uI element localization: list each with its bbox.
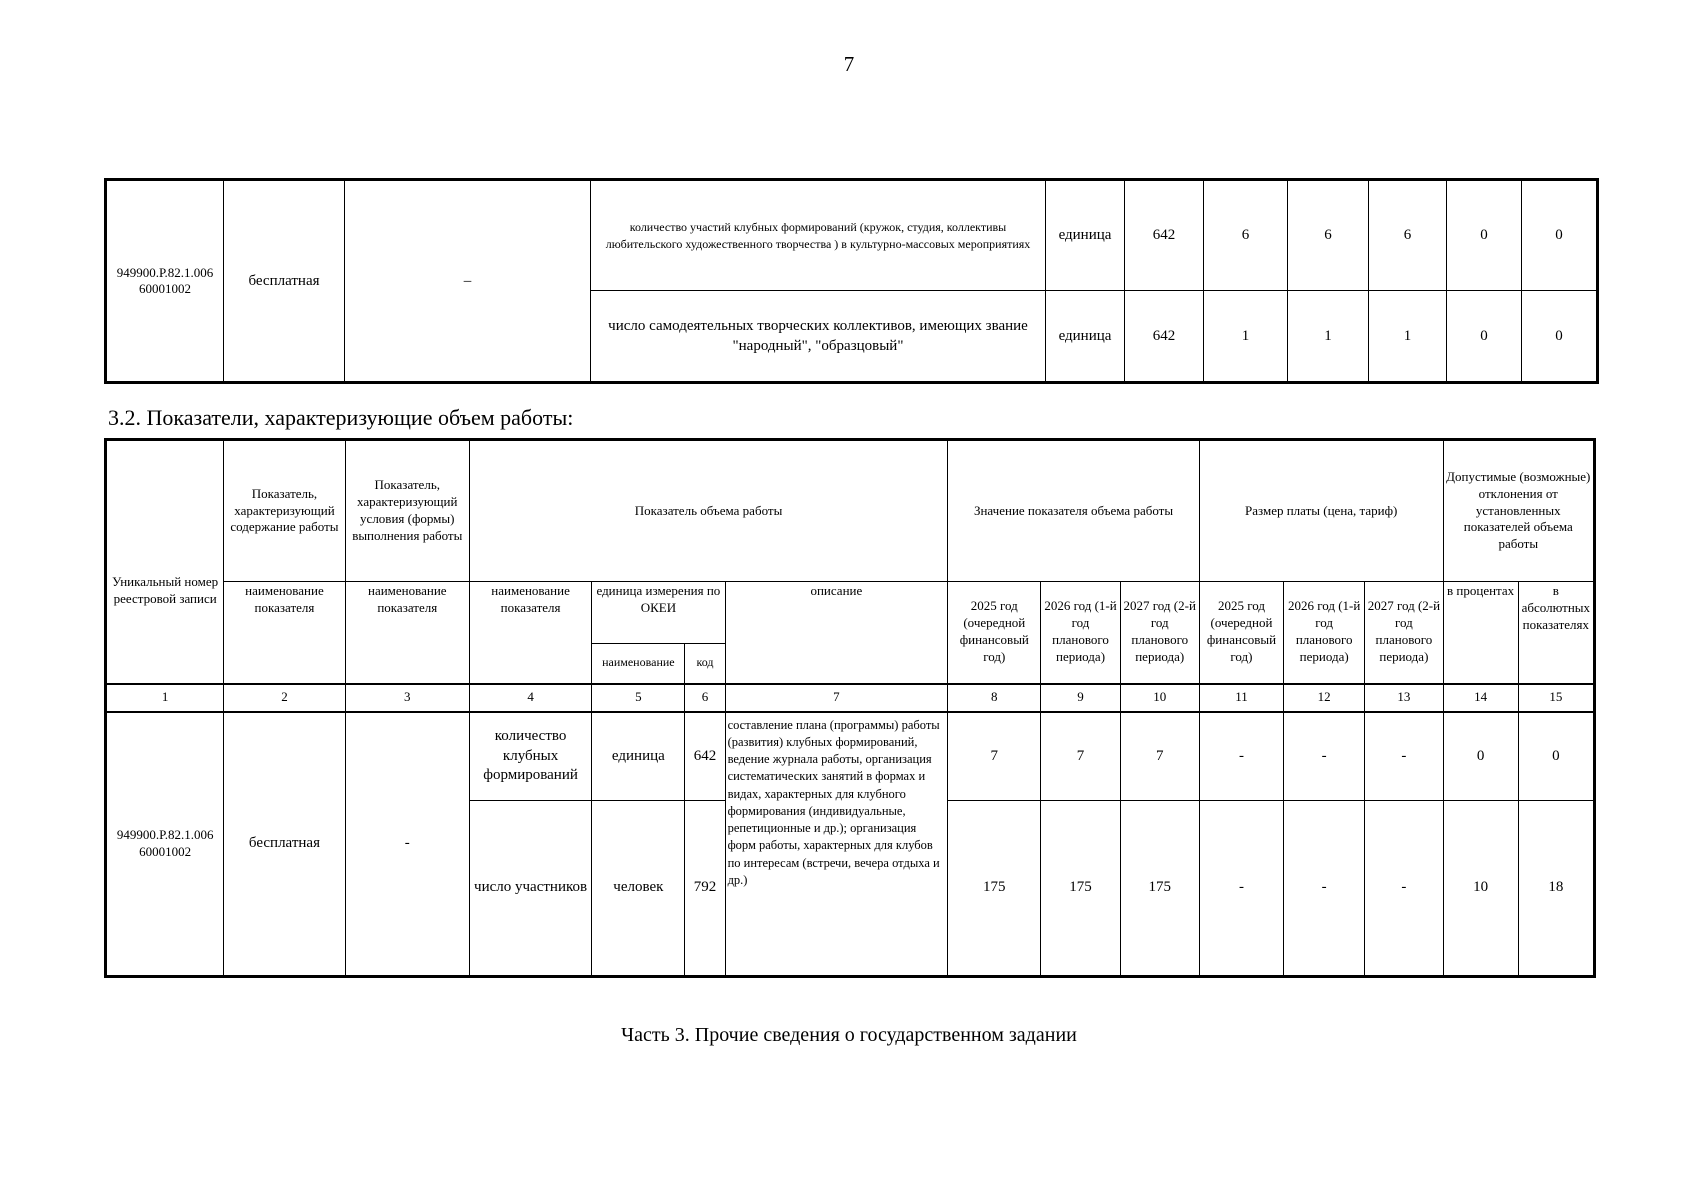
fee-2026-cell: -: [1284, 801, 1365, 977]
absolute-cell: 0: [1518, 712, 1594, 801]
record-id-cell: 949900.Р.82.1.006 60001002: [106, 712, 224, 977]
column-index: 4: [469, 684, 591, 712]
column-index: 6: [685, 684, 725, 712]
value-2027-cell: 175: [1120, 801, 1199, 977]
code-cell: 642: [1125, 180, 1204, 291]
value-2026-cell: 1: [1288, 291, 1369, 383]
header-volume-indicator: Показатель объема работы: [469, 440, 947, 582]
header-deviations: Допустимые (возможные) отклонения от установленных показателей объема работы: [1443, 440, 1594, 582]
column-index: 5: [592, 684, 685, 712]
value-2026-cell: 6: [1288, 180, 1369, 291]
part-3-heading: Часть 3. Прочие сведения о государственном задании: [621, 1024, 1077, 1046]
value-2025-cell: 6: [1204, 180, 1288, 291]
absolute-cell: 0: [1522, 180, 1598, 291]
header-volume-value: Значение показателя объема работы: [948, 440, 1200, 582]
unit-cell: человек: [592, 801, 685, 977]
header-content-indicator: Показатель, характеризующий содержание работы: [224, 440, 345, 582]
condition-cell: –: [345, 180, 591, 383]
value-2025-cell: 1: [1204, 291, 1288, 383]
volume-indicators-table: [104, 438, 1596, 978]
column-index: 9: [1041, 684, 1120, 712]
indicator-name-cell: количество участий клубных формирований (кружок, студия, коллективы любительского художественного творчества ) в культурно-массовых мероприятиях: [591, 180, 1046, 291]
header-okei-code: код: [685, 644, 725, 684]
value-2027-cell: 6: [1369, 180, 1447, 291]
column-index: 8: [948, 684, 1041, 712]
fee-2025-cell: -: [1199, 801, 1283, 977]
header-value-2027: 2027 год (2-й год планового периода): [1120, 582, 1199, 684]
column-index: 11: [1199, 684, 1283, 712]
unit-cell: единица: [592, 712, 685, 801]
header-unique-number: Уникальный номер реестровой записи: [106, 440, 224, 684]
description-cell: составление плана (программы) работы (развития) клубных формирований, ведение журнала работы, организация систематических занятий в формах и видах, характерных для клубного формирования (индивидуальные, репетиционные и др.); организация форм работы, характерных для клубов по интересам (встречи, вечера отдыха и др.): [725, 712, 948, 977]
header-value-2025: 2025 год (очередной финансовый год): [948, 582, 1041, 684]
column-index: 2: [224, 684, 345, 712]
value-2026-cell: 175: [1041, 801, 1120, 977]
section-heading: 3.2. Показатели, характеризующие объем работы:: [108, 405, 574, 430]
fee-2026-cell: -: [1284, 712, 1365, 801]
quality-indicators-continuation-table: [104, 178, 1599, 384]
fee-2025-cell: -: [1199, 712, 1283, 801]
column-index: 3: [345, 684, 469, 712]
header-fee-2027: 2027 год (2-й год планового периода): [1365, 582, 1443, 684]
indicator-name-cell: количество клубных формирований: [469, 712, 591, 801]
record-id-cell: 949900.Р.82.1.006 60001002: [106, 180, 224, 383]
column-index: 10: [1120, 684, 1199, 712]
value-2027-cell: 1: [1369, 291, 1447, 383]
value-2025-cell: 7: [948, 712, 1041, 801]
header-okei-name: наименование: [592, 644, 685, 684]
fee-2027-cell: -: [1365, 712, 1443, 801]
code-cell: 792: [685, 801, 725, 977]
code-cell: 642: [685, 712, 725, 801]
code-cell: 642: [1125, 291, 1204, 383]
unit-cell: единица: [1046, 180, 1125, 291]
header-fee: Размер платы (цена, тариф): [1199, 440, 1443, 582]
absolute-cell: 18: [1518, 801, 1594, 977]
content-cell: бесплатная: [224, 180, 345, 383]
header-fee-2025: 2025 год (очередной финансовый год): [1199, 582, 1283, 684]
unit-cell: единица: [1046, 291, 1125, 383]
header-okei-unit: единица измерения по ОКЕИ: [592, 582, 725, 644]
column-index: 15: [1518, 684, 1594, 712]
column-index: 14: [1443, 684, 1518, 712]
header-fee-2026: 2026 год (1-й год планового периода): [1284, 582, 1365, 684]
column-index: 12: [1284, 684, 1365, 712]
page-number: 7: [843, 52, 855, 76]
header-condition-indicator: Показатель, характеризующий условия (формы) выполнения работы: [345, 440, 469, 582]
content-cell: бесплатная: [224, 712, 345, 977]
header-description: описание: [725, 582, 948, 684]
percent-cell: 0: [1447, 180, 1522, 291]
header-in-absolute: в абсолютных показателях: [1518, 582, 1594, 684]
indicator-name-cell: число самодеятельных творческих коллективов, имеющих звание "народный", "образцовый": [591, 291, 1046, 383]
value-2025-cell: 175: [948, 801, 1041, 977]
header-condition-name: наименование показателя: [345, 582, 469, 684]
percent-cell: 10: [1443, 801, 1518, 977]
percent-cell: 0: [1447, 291, 1522, 383]
absolute-cell: 0: [1522, 291, 1598, 383]
fee-2027-cell: -: [1365, 801, 1443, 977]
value-2026-cell: 7: [1041, 712, 1120, 801]
header-in-percent: в процентах: [1443, 582, 1518, 684]
header-content-name: наименование показателя: [224, 582, 345, 684]
column-index: 1: [106, 684, 224, 712]
value-2027-cell: 7: [1120, 712, 1199, 801]
column-index: 13: [1365, 684, 1443, 712]
header-volume-name: наименование показателя: [469, 582, 591, 684]
condition-cell: -: [345, 712, 469, 977]
header-value-2026: 2026 год (1-й год планового периода): [1041, 582, 1120, 684]
percent-cell: 0: [1443, 712, 1518, 801]
column-index: 7: [725, 684, 948, 712]
indicator-name-cell: число участников: [469, 801, 591, 977]
